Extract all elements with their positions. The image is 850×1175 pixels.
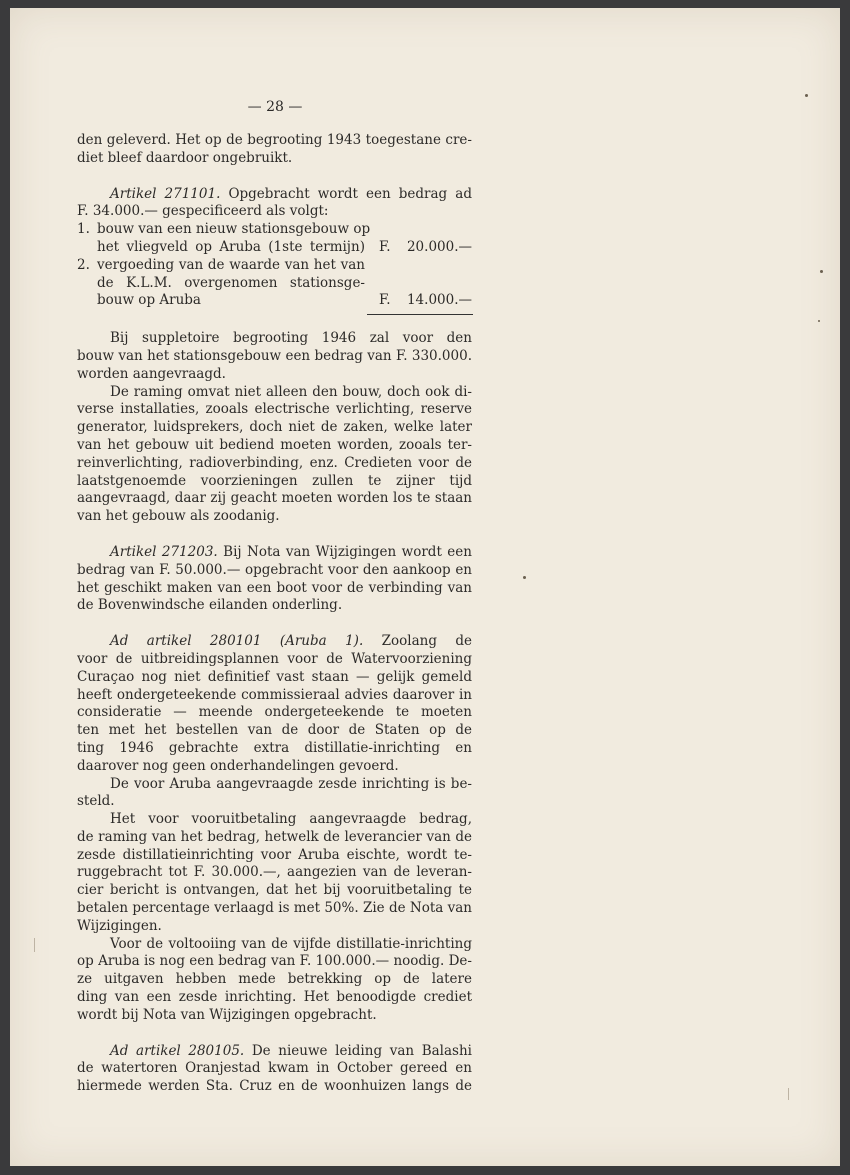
document-body <box>77 132 472 1096</box>
text-line: zesde distillatieinrichting voor Aruba eischte, wordt te- <box>77 846 472 863</box>
article-label: Ad artikel 280101 (Aruba 1). <box>110 633 364 650</box>
text-line: generator, luidsprekers, doch niet de zaken, welke later <box>77 419 472 436</box>
text-line: ruggebracht tot F. 30.000.—, aangezien van de leveran- <box>77 864 472 881</box>
paper-mark <box>34 938 35 952</box>
text-line: heeft ondergeteekende commissieraal advies daarover in <box>77 686 472 703</box>
currency: F. <box>378 238 391 255</box>
text-line: reinverlichting, radioverbinding, enz. Credieten voor de <box>77 454 472 471</box>
paper-speck <box>523 576 526 579</box>
article-label: Ad artikel 280105. <box>110 1042 245 1059</box>
text-line: ding van een zesde inrichting. Het benoodigde crediet <box>77 989 472 1006</box>
text-line: Voor de voltooiing van de vijfde distillatie-inrichting <box>110 935 472 952</box>
article-heading-271101 <box>77 186 472 204</box>
text-line: wordt bij Nota van Wijzigingen opgebracht. <box>77 1006 377 1023</box>
paper-mark <box>788 1088 789 1100</box>
text-line: hiermede werden Sta. Cruz en de woonhuizen langs de <box>77 1078 472 1095</box>
text-line: diet bleef daardoor ongebruikt. <box>77 149 293 166</box>
text-line: Curaçao nog niet definitief vast staan — gelijk gemeld <box>77 668 472 685</box>
paper-speck <box>818 320 820 322</box>
list-number: 2. <box>77 256 90 273</box>
text-line: op Aruba is nog een bedrag van F. 100.000.— noodig. De- <box>77 953 472 970</box>
document-page <box>10 8 840 1166</box>
currency: F. <box>378 292 391 309</box>
text-line: steld. <box>77 793 115 810</box>
text-line: het geschikt maken van een boot voor de verbinding van <box>77 579 472 596</box>
text-line: de Bovenwindsche eilanden onderling. <box>77 597 343 614</box>
paper-speck <box>805 94 808 97</box>
text-line: den geleverd. Het op de begrooting 1943 toegestane cre- <box>77 132 472 148</box>
text-line: de watertoren Oranjestad kwam in October gereed en <box>77 1060 472 1077</box>
text-line: ting 1946 gebrachte extra distillatie-inrichting en <box>77 739 472 756</box>
paper-speck <box>820 270 823 273</box>
text-line: de raming van het bedrag, hetwelk de leverancier van de <box>77 828 472 845</box>
text-line: voor de uitbreidingsplannen voor de Watervoorziening <box>77 650 472 667</box>
text-line: van het gebouw uit bediend moeten worden, zooals ter- <box>77 436 472 453</box>
text-line: daarover nog geen onderhandelingen gevoerd. <box>77 757 399 774</box>
list-item <box>77 257 472 275</box>
text-line: De voor Aruba aangevraagde zesde inrichting is be- <box>110 775 472 792</box>
list-item <box>77 239 472 257</box>
text-line: De nieuwe leiding van Balashi <box>251 1042 472 1059</box>
list-text: bouw op Aruba <box>97 292 201 309</box>
text-line: Bij Nota van Wijzigingen wordt een <box>217 543 472 560</box>
list-number: 1. <box>77 221 90 238</box>
text-line: Wijzigingen. <box>77 917 162 934</box>
list-item <box>77 292 472 310</box>
text-line: aangevraagd, daar zij geacht moeten worden los te staan <box>77 490 472 507</box>
sum-rule <box>367 314 473 315</box>
text-line: cier bericht is ontvangen, dat het bij vooruitbetaling te <box>77 882 472 899</box>
text-line: consideratie — meende ondergeteekende te moeten <box>77 704 472 721</box>
text-line: De raming omvat niet alleen den bouw, doch ook di- <box>110 383 472 400</box>
article-label: Artikel 271101. <box>110 185 221 202</box>
article-heading-280105 <box>77 1043 472 1061</box>
article-heading-271203 <box>77 544 472 562</box>
list-text: vergoeding van de waarde van het van <box>97 256 365 273</box>
text-line: Het voor vooruitbetaling aangevraagde bedrag, <box>110 811 472 828</box>
list-text: bouw van een nieuw stationsgebouw op <box>97 221 371 238</box>
amount: 20.000.— <box>406 238 472 255</box>
list-item <box>77 221 472 239</box>
article-heading-280101 <box>77 633 472 651</box>
text-line: ze uitgaven hebben mede betrekking op de latere <box>77 971 472 988</box>
text-line: F. 34.000.— gespecificeerd als volgt: <box>77 203 329 220</box>
text-line: Opgebracht wordt een bedrag ad <box>220 185 472 202</box>
text-line: verse installaties, zooals electrische verlichting, reserve <box>77 401 472 418</box>
text-line: worden aangevraagd. <box>77 365 226 382</box>
text-line: betalen percentage verlaagd is met 50%. Zie de Nota van <box>77 900 472 917</box>
text-line: van het gebouw als zoodanig. <box>77 508 280 525</box>
text-line: Zoolang de <box>381 633 472 650</box>
list-item <box>77 275 472 293</box>
text-line: laatstgenoemde voorzieningen zullen te zijner tijd <box>77 472 472 489</box>
text-line: bouw van het stationsgebouw een bedrag van F. 330.000. <box>77 347 472 364</box>
amount: 14.000.— <box>406 292 472 309</box>
text-line: ten met het bestellen van de door de Staten op de <box>77 722 472 739</box>
list-text: het vliegveld op Aruba (1ste termijn) <box>97 238 365 255</box>
page-number: — 28 — <box>247 99 303 115</box>
list-text: de K.L.M. overgenomen stationsge- <box>97 274 365 291</box>
article-label: Artikel 271203. <box>110 543 218 560</box>
text-line: Bij suppletoire begrooting 1946 zal voor den <box>110 330 472 347</box>
text-line: bedrag van F. 50.000.— opgebracht voor den aankoop en <box>77 561 472 578</box>
